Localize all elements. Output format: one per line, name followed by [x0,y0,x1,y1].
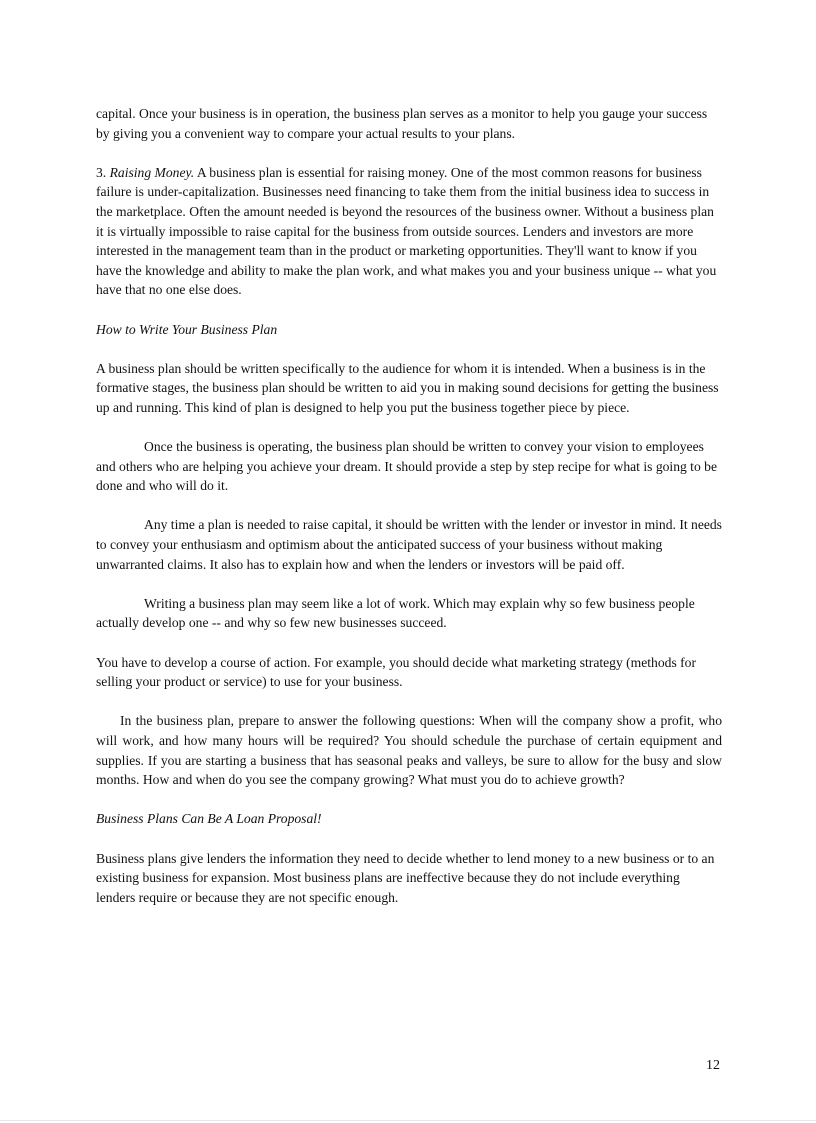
raising-money-paragraph [96,163,722,300]
loan-proposal-body: Business plans give lenders the information they need to decide whether to lend money to a new business or to an existing business for expansion. Most business plans are ineffective because they do not include everything lenders require or because they are not specific enough. [96,850,715,905]
page-bottom-divider [0,1120,816,1121]
work-paragraph: Writing a business plan may seem like a lot of work. Which may explain why so few business people actually develop one -- and why so few new businesses succeed. [96,595,695,631]
continuation-paragraph: capital. Once your business is in operation, the business plan serves as a monitor to help you gauge your success by giving you a convenient way to compare your actual results to your plans. [96,106,708,141]
course-of-action-paragraph: You have to develop a course of action. For example, you should decide what marketing strategy (methods for selling your product or service) to use for your business. [96,654,696,690]
page-content [96,104,722,907]
raising-money-heading: Raising Money. [109,164,195,180]
page-number: 12 [706,1058,720,1073]
raise-capital-paragraph: Any time a plan is needed to raise capital, it should be written with the lender or investor in mind. It needs to convey your enthusiasm and optimism about the anticipated success of your business without making unwarranted claims. It also has to explain how and when the lenders or investors will be paid off. [96,517,722,572]
how-to-write-intro: A business plan should be written specifically to the audience for whom it is intended. When a business is in the formative stages, the business plan should be written to aid you in making sound decisions for getting the business up and running. This kind of plan is designed to help you put the business together piece by piece. [96,360,719,415]
loan-proposal-heading: Business Plans Can Be A Loan Proposal! [96,811,322,827]
questions-paragraph: In the business plan, prepare to answer the following questions: When will the company show a profit, who will work, and how many hours will be required? You should schedule the purchase of certain equipment and supplies. If you are starting a business that has seasonal peaks and valleys, be sure to allow for the busy and slow months. How and when do you see the company growing? What must you do to achieve growth? [96,713,722,788]
how-to-write-heading: How to Write Your Business Plan [96,321,278,337]
operating-paragraph: Once the business is operating, the business plan should be written to convey your vision to employees and others who are helping you achieve your dream. It should provide a step by step recipe for what is going to be done and who will do it. [96,439,717,494]
raising-money-number: 3. [96,164,107,180]
raising-money-body: A business plan is essential for raising money. One of the most common reasons for business failure is under-capitalization. Businesses need financing to take them from the initial business idea to success in the marketplace. Often the amount needed is beyond the resources of the business owner. Without a business plan it is virtually impossible to raise capital for the business from outside sources. Lenders and investors are more interested in the management team than in the product or marketing opportunities. They'll want to know if you have the knowledge and ability to make the plan work, and what makes you and your business unique -- what you have that no one else does. [96,164,717,298]
